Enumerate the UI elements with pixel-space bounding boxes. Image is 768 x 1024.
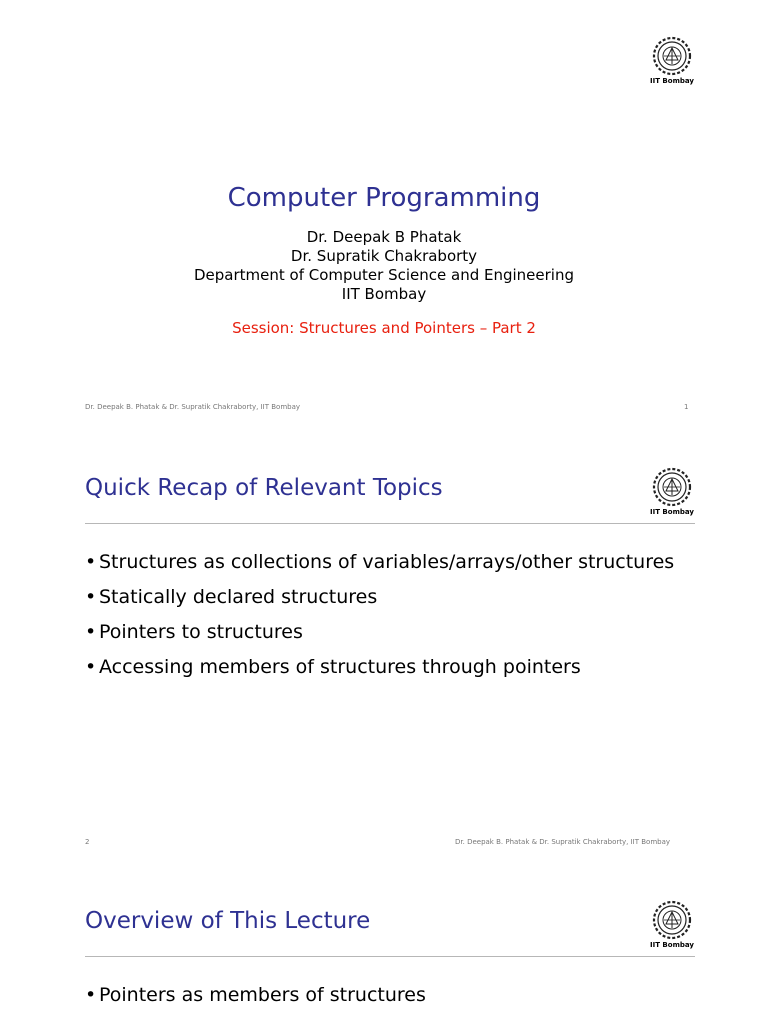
slide-quick-recap	[0, 433, 768, 865]
page-number: 2	[85, 838, 90, 846]
author-line: Department of Computer Science and Engineering	[193, 266, 574, 284]
footer-credit: Dr. Deepak B. Phatak & Dr. Supratik Chakraborty, IIT Bombay	[85, 403, 301, 411]
slide-title: Quick Recap of Relevant Topics	[85, 475, 443, 501]
title-divider	[85, 956, 695, 957]
iit-bombay-logo	[647, 36, 697, 85]
author-line: Dr. Deepak B Phatak	[306, 228, 462, 246]
iit-bombay-logo	[647, 467, 697, 516]
title-divider	[85, 523, 695, 524]
bullet-list	[85, 982, 685, 1017]
logo-text: IIT Bombay	[650, 941, 694, 949]
list-item: • Accessing members of structures through pointers	[85, 656, 581, 678]
author-block	[0, 228, 768, 304]
iit-bombay-seal-icon	[652, 36, 692, 76]
footer-credit: Dr. Deepak B. Phatak & Dr. Supratik Chakraborty, IIT Bombay	[455, 838, 671, 846]
logo-text: IIT Bombay	[650, 508, 694, 516]
logo-text: IIT Bombay	[650, 77, 694, 85]
author-line: IIT Bombay	[341, 285, 427, 303]
iit-bombay-seal-icon	[652, 467, 692, 507]
list-item: • Pointers to structures	[85, 621, 303, 643]
slide-title: Overview of This Lecture	[85, 908, 371, 934]
list-item: • Statically declared structures	[85, 586, 378, 608]
slide-overview	[0, 866, 768, 1024]
slide-title-page	[0, 0, 768, 432]
list-item: • Pointers as members of structures	[85, 984, 426, 1006]
bullet-list	[85, 549, 685, 689]
list-item: • Structures as collections of variables/arrays/other structures	[85, 551, 675, 573]
slide-title: Computer Programming	[227, 183, 541, 213]
iit-bombay-logo	[647, 900, 697, 949]
iit-bombay-seal-icon	[652, 900, 692, 940]
author-line: Dr. Supratik Chakraborty	[290, 247, 478, 265]
page-number: 1	[684, 403, 689, 411]
session-title: Session: Structures and Pointers – Part 2	[232, 319, 536, 337]
